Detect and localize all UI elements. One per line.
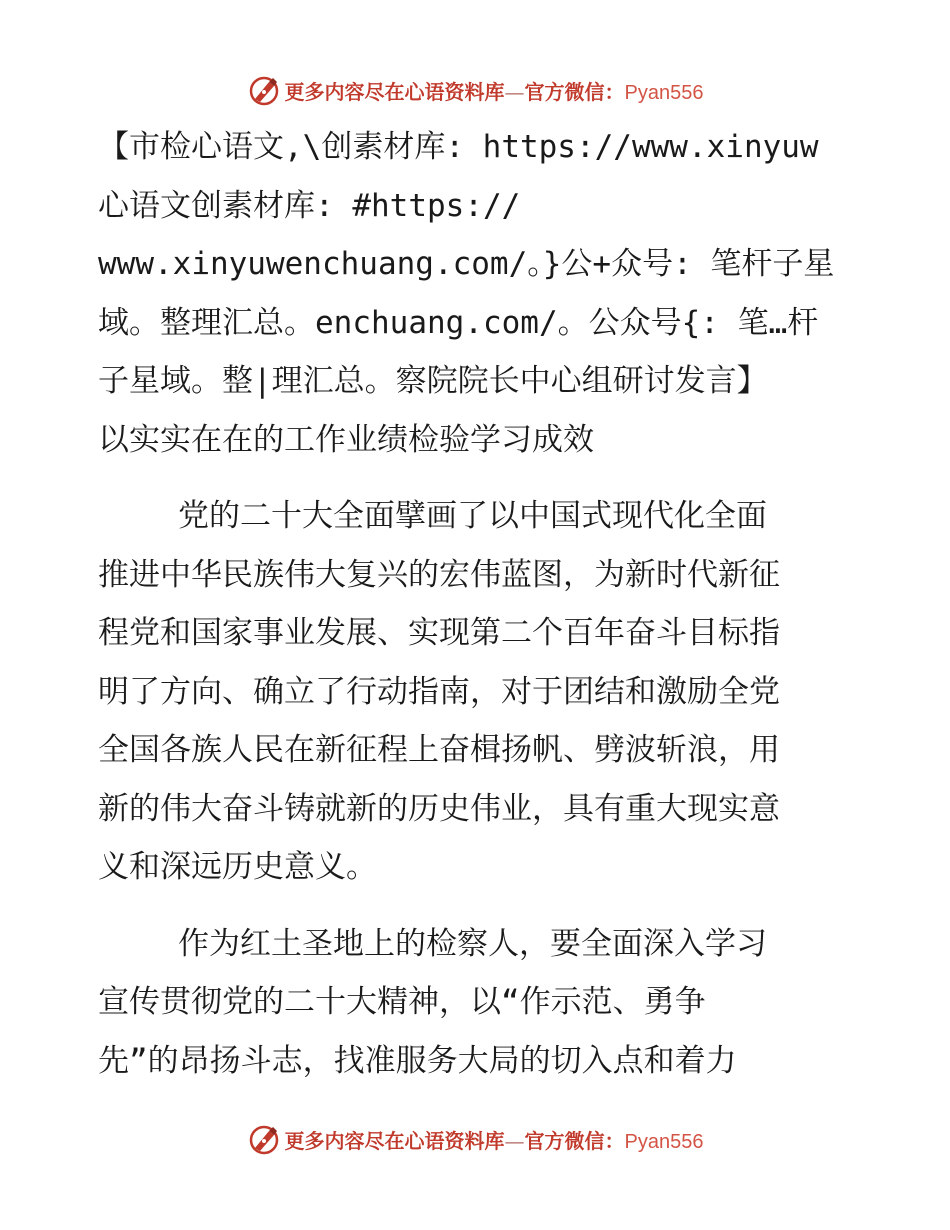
header-line: 子星域。整|理汇总。察院院长中心组研讨发言】 (98, 363, 768, 399)
watermark-text (285, 1125, 704, 1154)
watermark-banner-bottom (0, 1119, 950, 1159)
header-block (98, 118, 858, 469)
paragraph-line: 明了方向、确立了行动指南，对于团结和激励全党 (98, 673, 780, 710)
paragraph-line: 先”的昂扬斗志，找准服务大局的切入点和着力 (98, 1042, 737, 1079)
watermark-text (285, 76, 704, 105)
header-line: 域。整理汇总。enchuang.com/。公众号{: 笔…杆 (98, 304, 819, 341)
paragraph-line: 推进中华民族伟大复兴的宏伟蓝图，为新时代新征 (98, 556, 780, 593)
paragraph-2 (98, 915, 858, 1091)
watermark-wechat-id: Pyan556 (624, 1130, 704, 1153)
watermark-site-text: 更多内容尽在心语资料库 (284, 79, 505, 104)
watermark-dash: — (504, 1128, 525, 1153)
pen-nib-logo-icon (247, 1122, 281, 1156)
pen-nib-logo-icon (247, 73, 281, 107)
paragraph-line: 全国各族人民在新征程上奋楫扬帆、劈波斩浪，用 (98, 732, 780, 768)
header-line: 心语文创素材库: #https:// (98, 187, 521, 224)
document-body (98, 118, 858, 1090)
watermark-group (247, 1122, 704, 1156)
paragraph-line: 党的二十大全面擘画了以中国式现代化全面 (178, 498, 767, 534)
paragraph-line: 作为红土圣地上的检察人，要全面深入学习 (178, 925, 767, 962)
watermark-site-text: 更多内容尽在心语资料库 (284, 1128, 505, 1153)
watermark-wechat-id: Pyan556 (624, 81, 704, 104)
paragraph-gap (98, 469, 858, 487)
watermark-banner-top (0, 70, 950, 110)
header-line: www.xinyuwenchuang.com/。}公+众号: 笔杆子星 (98, 246, 835, 282)
watermark-wechat-label: 官方微信： (524, 1128, 625, 1153)
watermark-dash: — (504, 79, 525, 104)
document-title: 以实实在在的工作业绩检验学习成效 (98, 421, 594, 458)
paragraph-1 (98, 487, 858, 897)
header-line: 【市检心语文,\创素材库: https://www.xinyuw (98, 129, 819, 165)
watermark-group (247, 73, 704, 107)
paragraph-line: 新的伟大奋斗铸就新的历史伟业，具有重大现实意 (98, 790, 780, 827)
paragraph-line: 义和深远历史意义。 (98, 849, 377, 885)
watermark-wechat-label: 官方微信： (524, 79, 625, 104)
paragraph-gap (98, 897, 858, 915)
paragraph-line: 程党和国家事业发展、实现第二个百年奋斗目标指 (98, 615, 780, 651)
paragraph-line: 宣传贯彻党的二十大精神，以“作示范、勇争 (98, 984, 706, 1020)
